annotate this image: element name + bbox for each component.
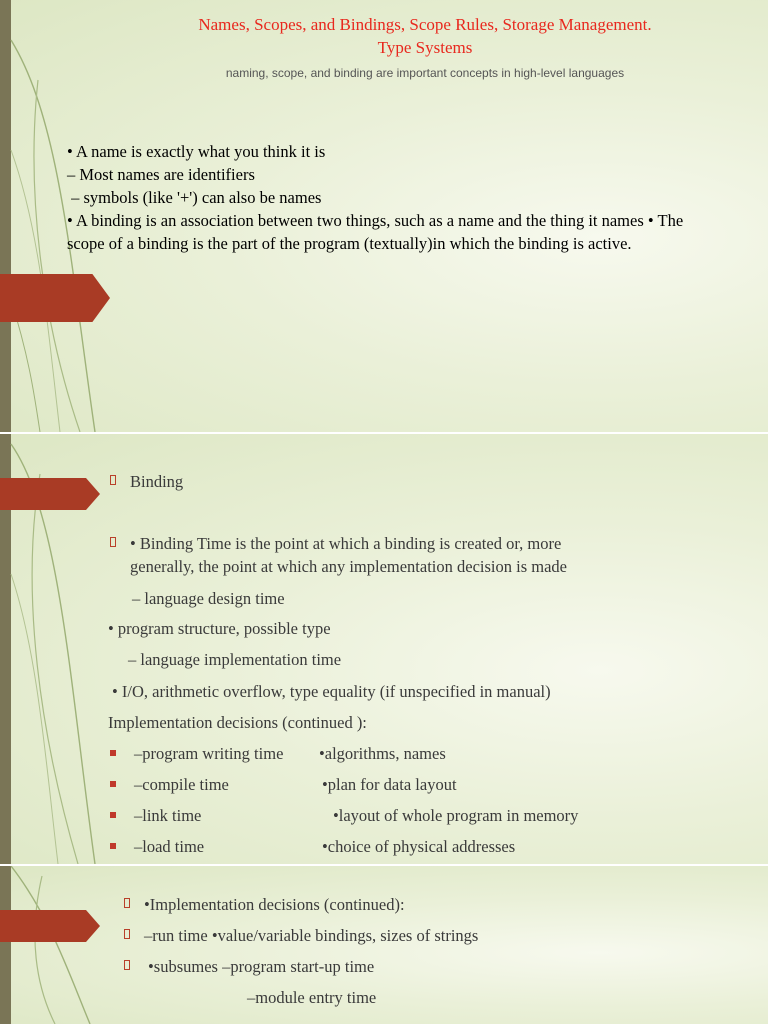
slide-2 xyxy=(0,434,768,864)
square-bullet-icon xyxy=(110,843,116,849)
accent-tab xyxy=(0,910,100,942)
slide3-line2: –run time •value/variable bindings, sizes of strings xyxy=(144,926,479,945)
binding-time-line1: • Binding Time is the point at which a binding is created or, more xyxy=(130,534,562,553)
square-bullet-icon xyxy=(110,781,116,787)
language-implementation-time: – language implementation time xyxy=(128,650,342,669)
open-bullet-icon xyxy=(110,537,116,547)
row-decision: •plan for data layout xyxy=(322,775,457,794)
io-line: • I/O, arithmetic overflow, type equality (if unspecified in manual) xyxy=(112,682,551,701)
slide3-line4: –module entry time xyxy=(247,988,377,1007)
row-phase: –load time xyxy=(134,837,205,856)
open-bullet-icon xyxy=(124,960,130,970)
language-design-time: – language design time xyxy=(132,589,285,608)
body-line: • A name is exactly what you think it is xyxy=(67,142,326,161)
square-bullet-icon xyxy=(110,812,116,818)
accent-tab xyxy=(0,274,110,322)
slide-title-line1: Names, Scopes, and Bindings, Scope Rules, Storage Management. xyxy=(198,15,652,34)
row-phase: –compile time xyxy=(134,775,229,794)
slide-subtitle: naming, scope, and binding are important concepts in high-level languages xyxy=(225,66,625,80)
binding-time-line2: generally, the point at which any implementation decision is made xyxy=(130,557,567,576)
open-bullet-icon xyxy=(110,475,116,485)
implementation-decisions: Implementation decisions (continued ): xyxy=(108,713,367,732)
program-structure: • program structure, possible type xyxy=(108,619,331,638)
slide-1 xyxy=(0,0,768,432)
slide-left-bar xyxy=(0,0,11,432)
slide-body xyxy=(67,140,707,255)
body-line: – Most names are identifiers xyxy=(67,165,255,184)
slide-title-line2: Type Systems xyxy=(377,38,473,57)
slide3-line1: •Implementation decisions (continued): xyxy=(144,895,405,914)
row-decision: •choice of physical addresses xyxy=(322,837,516,856)
row-phase: –link time xyxy=(134,806,202,825)
slide3-line3: •subsumes –program start-up time xyxy=(148,957,375,976)
slide-left-bar xyxy=(0,866,11,1024)
row-decision: •layout of whole program in memory xyxy=(333,806,579,825)
open-bullet-icon xyxy=(124,929,130,939)
slide-3 xyxy=(0,866,768,1024)
body-line: – symbols (like '+') can also be names xyxy=(67,188,322,207)
accent-tab xyxy=(0,478,100,510)
decorative-swirl xyxy=(0,866,140,1024)
row-phase: –program writing time xyxy=(134,744,284,763)
body-paragraph: • A binding is an association between two things, such as a name and the thing it names • The scope of a binding is the part of the program (textually)in which the binding is active. xyxy=(67,211,684,253)
binding-heading: Binding xyxy=(130,472,184,491)
open-bullet-icon xyxy=(124,898,130,908)
row-decision: •algorithms, names xyxy=(319,744,446,763)
square-bullet-icon xyxy=(110,750,116,756)
